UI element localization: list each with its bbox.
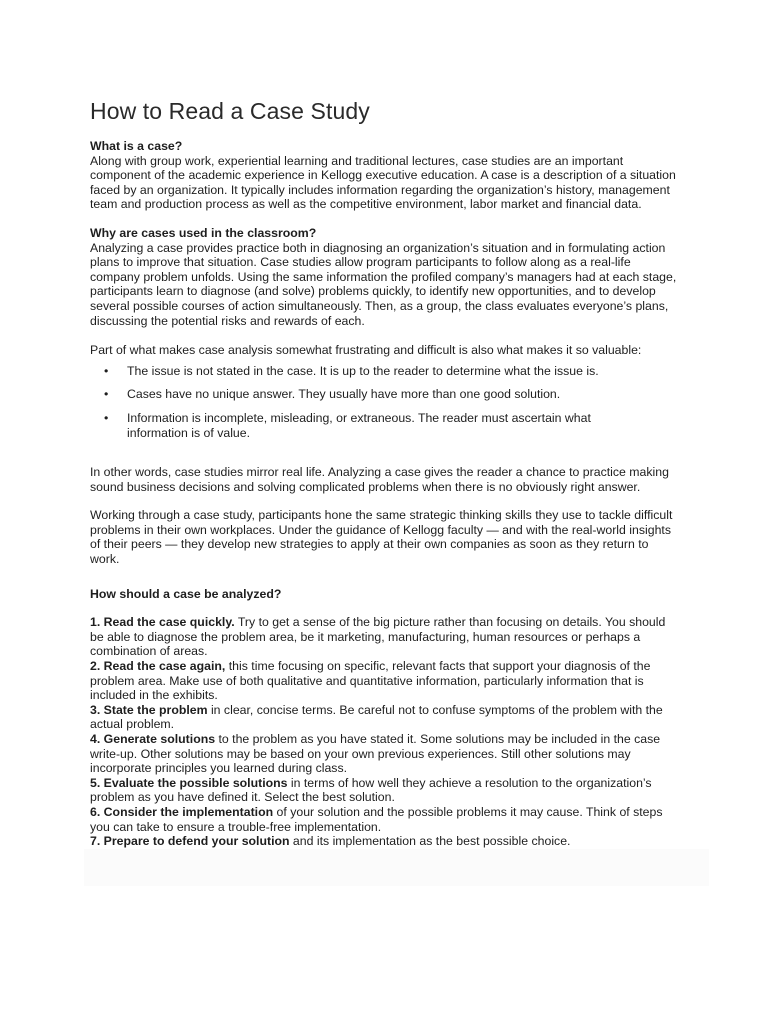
list-item-text: Information is incomplete, misleading, or extraneous. The reader must ascertain what information is of value. (127, 410, 591, 440)
list-intro: Part of what makes case analysis somewhat frustrating and difficult is also what makes it so valuable: (90, 343, 642, 358)
step-item (90, 834, 680, 849)
step-text: in clear, concise terms. Be careful not to confuse symptoms of the problem with the actual problem. (90, 702, 663, 732)
step-item (90, 659, 680, 703)
list-item (90, 387, 637, 402)
step-lead: 6. Consider the implementation (90, 804, 274, 819)
step-lead: 1. Read the case quickly. (90, 615, 235, 630)
analysis-heading: How should a case be analyzed? (90, 586, 282, 601)
step-lead: 7. Prepare to defend your solution (90, 834, 290, 849)
section-heading: Why are cases used in the classroom? (90, 225, 317, 240)
step-item (90, 805, 680, 834)
step-text: Try to get a sense of the big picture rather than focusing on details. You should be able to diagnose the problem area, be it marketing, manufacturing, human resources or perhaps a combination of areas. (90, 615, 666, 659)
section-heading: What is a case? (90, 139, 183, 153)
step-item (90, 732, 680, 776)
step-item (90, 703, 680, 732)
step-text: to the problem as you have stated it. Some solutions may be included in the case write-up. Other solutions may be based on your own previous experiences. Still other solutions may incorporate principles you learned during class. (90, 732, 661, 776)
step-text: of your solution and the possible problems it may cause. Think of steps you can take to ensure a trouble-free implementation. (90, 804, 663, 834)
step-lead: 5. Evaluate the possible solutions (90, 775, 288, 790)
step-text: this time focusing on specific, relevant facts that support your diagnosis of the problem area. Make use of both qualitative and quantitative information, particularly information that is included in the exhibits. (90, 659, 651, 703)
step-item (90, 776, 680, 805)
document-page (84, 96, 709, 849)
list-item-text: The issue is not stated in the case. It is up to the reader to determine what the issue is. (127, 363, 599, 378)
bullet-icon: • (104, 363, 109, 378)
step-text: and its implementation as the best possible choice. (289, 834, 571, 849)
step-text: in terms of how well they achieve a resolution to the organization’s problem as you have defined it. Select the best solution. (90, 775, 652, 805)
section-what-is-a-case (90, 139, 680, 212)
analysis-steps (90, 615, 680, 849)
section-why-cases-used (90, 226, 680, 328)
step-lead: 2. Read the case again, (90, 659, 226, 674)
list-item-text: Cases have no unique answer. They usually have more than one good solution. (127, 387, 561, 402)
document-body (90, 139, 680, 849)
step-lead: 4. Generate solutions (90, 732, 216, 746)
document-title: How to Read a Case Study (90, 98, 370, 124)
issues-list (90, 364, 680, 440)
step-item (90, 615, 680, 659)
step-lead: 3. State the problem (90, 702, 208, 717)
paragraph: In other words, case studies mirror real life. Analyzing a case gives the reader a chance to practice making sound business decisions and solving complicated problems when there is no obviously right answer. (90, 465, 669, 494)
section-paragraph: Analyzing a case provides practice both in diagnosing an organization’s situation and in formulating action plans to improve that situation. Case studies allow program participants to follow along as a real-life company problem unfolds. Using the same information the profiled company’s managers had at each stage, participants learn to diagnose (and solve) problems quickly, to identify new opportunities, and to develop several possible courses of action simultaneously. Then, as a group, the class evaluates everyone’s plans, discussing the potential risks and rewards of each. (90, 240, 677, 328)
list-item (90, 411, 637, 440)
section-paragraph: Along with group work, experiential learning and traditional lectures, case studies are an important component of the academic experience in Kellogg executive education. A case is a description of a situation faced by an organization. It typically includes information regarding the organization’s history, management team and production process as well as the competitive environment, labor market and financial data. (90, 153, 676, 212)
paragraph: Working through a case study, participants hone the same strategic thinking skills they use to tackle difficult problems in their own workplaces. Under the guidance of Kellogg faculty — and with the real-world insights of their peers — they develop new strategies to apply at their own companies as soon as they return to work. (90, 508, 673, 567)
bullet-icon: • (104, 410, 109, 425)
list-item (90, 364, 637, 379)
bullet-icon: • (104, 387, 109, 402)
